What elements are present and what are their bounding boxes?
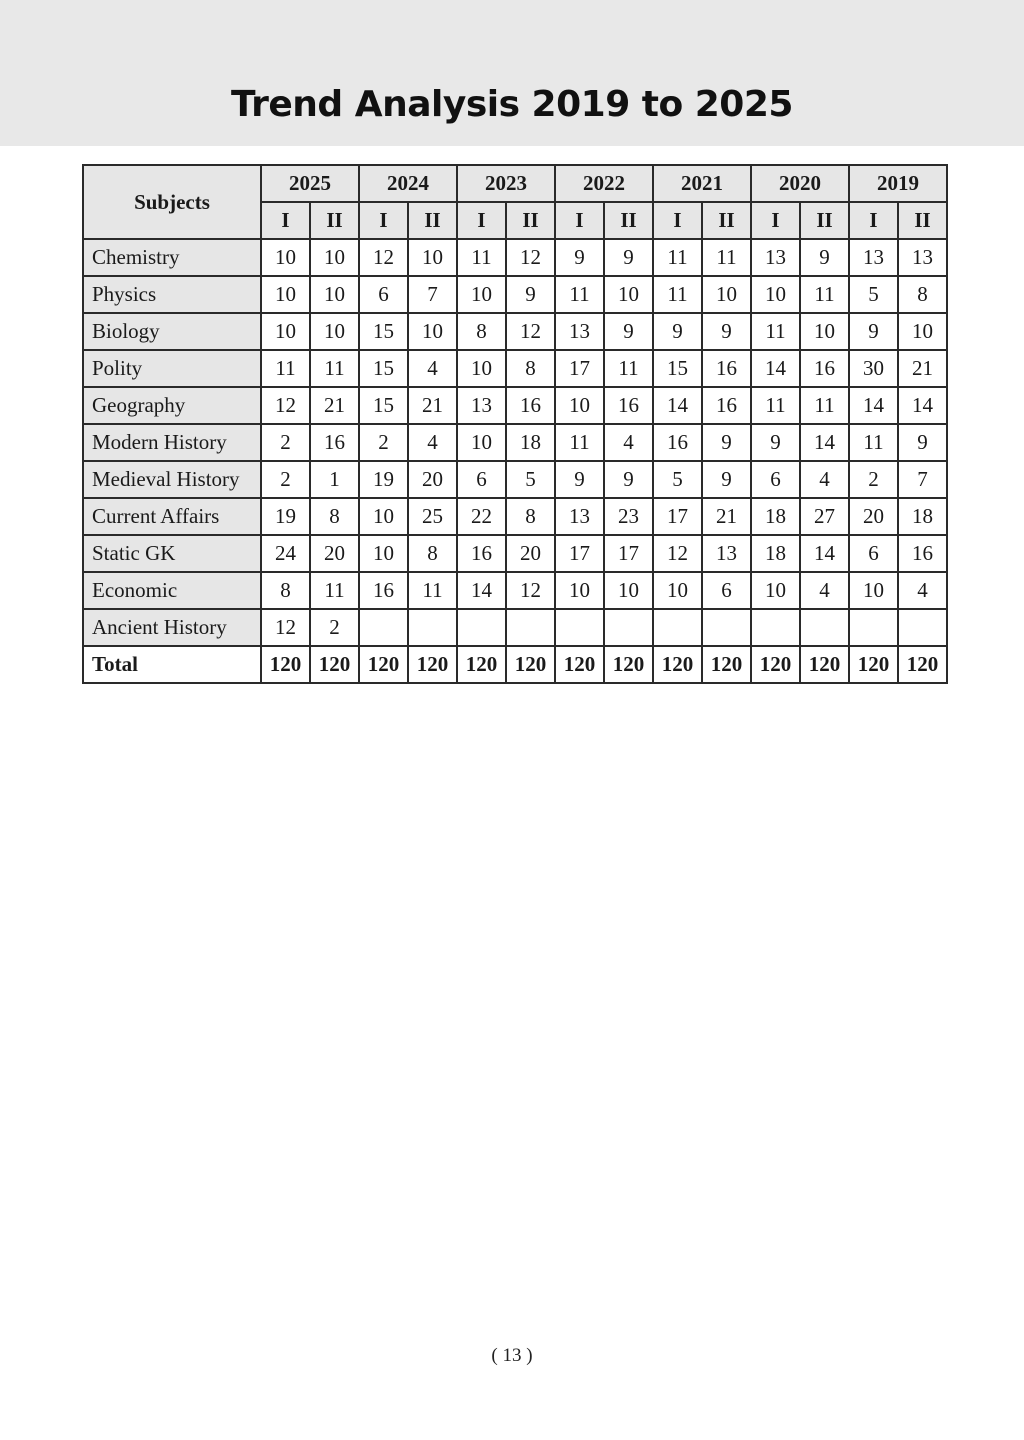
value-cell: 10 bbox=[261, 239, 310, 276]
value-cell: 11 bbox=[653, 276, 702, 313]
value-cell: 13 bbox=[702, 535, 751, 572]
value-cell: 20 bbox=[310, 535, 359, 572]
total-cell: 120 bbox=[408, 646, 457, 683]
value-cell: 27 bbox=[800, 498, 849, 535]
value-cell: 11 bbox=[800, 387, 849, 424]
value-cell bbox=[800, 609, 849, 646]
value-cell: 9 bbox=[604, 239, 653, 276]
subject-cell: Polity bbox=[83, 350, 261, 387]
value-cell: 18 bbox=[751, 498, 800, 535]
value-cell: 12 bbox=[261, 387, 310, 424]
subject-cell: Current Affairs bbox=[83, 498, 261, 535]
value-cell bbox=[702, 609, 751, 646]
value-cell: 2 bbox=[359, 424, 408, 461]
total-cell: 120 bbox=[800, 646, 849, 683]
value-cell: 11 bbox=[604, 350, 653, 387]
value-cell: 2 bbox=[849, 461, 898, 498]
total-cell: 120 bbox=[310, 646, 359, 683]
subject-cell: Biology bbox=[83, 313, 261, 350]
value-cell: 10 bbox=[751, 276, 800, 313]
value-cell: 10 bbox=[457, 424, 506, 461]
total-cell: 120 bbox=[555, 646, 604, 683]
value-cell: 11 bbox=[457, 239, 506, 276]
value-cell: 13 bbox=[457, 387, 506, 424]
value-cell: 16 bbox=[898, 535, 947, 572]
value-cell bbox=[359, 609, 408, 646]
paper-header: I bbox=[849, 202, 898, 239]
value-cell: 10 bbox=[457, 350, 506, 387]
value-cell: 2 bbox=[261, 424, 310, 461]
value-cell: 7 bbox=[408, 276, 457, 313]
value-cell: 9 bbox=[506, 276, 555, 313]
paper-header: II bbox=[506, 202, 555, 239]
value-cell: 14 bbox=[751, 350, 800, 387]
value-cell: 11 bbox=[751, 387, 800, 424]
value-cell: 9 bbox=[702, 461, 751, 498]
value-cell: 18 bbox=[506, 424, 555, 461]
subject-cell: Static GK bbox=[83, 535, 261, 572]
year-header: 2024 bbox=[359, 165, 457, 202]
paper-header: II bbox=[898, 202, 947, 239]
table-row bbox=[83, 276, 947, 313]
value-cell bbox=[408, 609, 457, 646]
value-cell: 11 bbox=[653, 239, 702, 276]
value-cell: 11 bbox=[310, 572, 359, 609]
total-cell: 120 bbox=[261, 646, 310, 683]
value-cell: 2 bbox=[310, 609, 359, 646]
value-cell: 15 bbox=[359, 387, 408, 424]
value-cell: 9 bbox=[702, 424, 751, 461]
value-cell: 21 bbox=[408, 387, 457, 424]
value-cell bbox=[898, 609, 947, 646]
value-cell: 8 bbox=[506, 498, 555, 535]
value-cell: 16 bbox=[702, 350, 751, 387]
value-cell bbox=[506, 609, 555, 646]
value-cell: 9 bbox=[653, 313, 702, 350]
total-cell: 120 bbox=[359, 646, 408, 683]
value-cell: 11 bbox=[702, 239, 751, 276]
value-cell: 16 bbox=[702, 387, 751, 424]
value-cell: 18 bbox=[751, 535, 800, 572]
value-cell bbox=[457, 609, 506, 646]
value-cell: 13 bbox=[751, 239, 800, 276]
subject-cell: Chemistry bbox=[83, 239, 261, 276]
value-cell: 20 bbox=[408, 461, 457, 498]
value-cell: 10 bbox=[457, 276, 506, 313]
total-row bbox=[83, 646, 947, 683]
year-header: 2025 bbox=[261, 165, 359, 202]
value-cell: 11 bbox=[555, 424, 604, 461]
value-cell: 16 bbox=[310, 424, 359, 461]
value-cell: 4 bbox=[800, 572, 849, 609]
value-cell: 7 bbox=[898, 461, 947, 498]
value-cell: 10 bbox=[408, 239, 457, 276]
subject-cell: Economic bbox=[83, 572, 261, 609]
value-cell: 4 bbox=[408, 424, 457, 461]
value-cell: 13 bbox=[555, 313, 604, 350]
value-cell: 8 bbox=[261, 572, 310, 609]
value-cell: 6 bbox=[359, 276, 408, 313]
table-row bbox=[83, 239, 947, 276]
value-cell: 14 bbox=[800, 535, 849, 572]
value-cell: 21 bbox=[702, 498, 751, 535]
value-cell: 10 bbox=[555, 387, 604, 424]
table-row bbox=[83, 535, 947, 572]
total-cell: 120 bbox=[751, 646, 800, 683]
value-cell: 10 bbox=[849, 572, 898, 609]
paper-header: II bbox=[408, 202, 457, 239]
value-cell: 12 bbox=[261, 609, 310, 646]
value-cell: 10 bbox=[555, 572, 604, 609]
table-row bbox=[83, 387, 947, 424]
total-cell: 120 bbox=[506, 646, 555, 683]
subject-cell: Medieval History bbox=[83, 461, 261, 498]
value-cell: 14 bbox=[898, 387, 947, 424]
value-cell: 17 bbox=[555, 350, 604, 387]
paper-header: II bbox=[702, 202, 751, 239]
value-cell: 11 bbox=[555, 276, 604, 313]
value-cell: 20 bbox=[849, 498, 898, 535]
year-header: 2020 bbox=[751, 165, 849, 202]
value-cell: 11 bbox=[408, 572, 457, 609]
total-label: Total bbox=[83, 646, 261, 683]
value-cell: 9 bbox=[555, 239, 604, 276]
value-cell: 19 bbox=[359, 461, 408, 498]
value-cell: 21 bbox=[898, 350, 947, 387]
year-header-row bbox=[83, 165, 947, 202]
value-cell: 4 bbox=[408, 350, 457, 387]
value-cell: 10 bbox=[310, 276, 359, 313]
value-cell: 11 bbox=[751, 313, 800, 350]
value-cell: 10 bbox=[408, 313, 457, 350]
paper-header: I bbox=[555, 202, 604, 239]
value-cell: 10 bbox=[359, 498, 408, 535]
value-cell: 15 bbox=[359, 350, 408, 387]
value-cell: 10 bbox=[310, 239, 359, 276]
value-cell: 10 bbox=[261, 276, 310, 313]
value-cell: 16 bbox=[653, 424, 702, 461]
value-cell: 13 bbox=[898, 239, 947, 276]
trend-table bbox=[82, 164, 948, 684]
value-cell: 6 bbox=[849, 535, 898, 572]
value-cell bbox=[849, 609, 898, 646]
table-row bbox=[83, 424, 947, 461]
value-cell: 10 bbox=[898, 313, 947, 350]
total-cell: 120 bbox=[849, 646, 898, 683]
subject-cell: Geography bbox=[83, 387, 261, 424]
value-cell: 4 bbox=[800, 461, 849, 498]
year-header: 2022 bbox=[555, 165, 653, 202]
subject-cell: Ancient History bbox=[83, 609, 261, 646]
year-header: 2019 bbox=[849, 165, 947, 202]
subject-cell: Modern History bbox=[83, 424, 261, 461]
table-row bbox=[83, 609, 947, 646]
value-cell: 10 bbox=[604, 572, 653, 609]
value-cell: 8 bbox=[408, 535, 457, 572]
table-body bbox=[83, 239, 947, 683]
value-cell: 10 bbox=[702, 276, 751, 313]
table-header bbox=[83, 165, 947, 239]
value-cell: 9 bbox=[849, 313, 898, 350]
value-cell: 1 bbox=[310, 461, 359, 498]
value-cell: 9 bbox=[751, 424, 800, 461]
value-cell: 4 bbox=[604, 424, 653, 461]
value-cell: 20 bbox=[506, 535, 555, 572]
value-cell: 24 bbox=[261, 535, 310, 572]
value-cell: 10 bbox=[751, 572, 800, 609]
value-cell: 10 bbox=[261, 313, 310, 350]
value-cell: 13 bbox=[555, 498, 604, 535]
value-cell: 22 bbox=[457, 498, 506, 535]
table-row bbox=[83, 461, 947, 498]
table-row bbox=[83, 572, 947, 609]
value-cell: 9 bbox=[604, 461, 653, 498]
value-cell: 17 bbox=[555, 535, 604, 572]
value-cell: 4 bbox=[898, 572, 947, 609]
value-cell: 12 bbox=[653, 535, 702, 572]
value-cell: 17 bbox=[653, 498, 702, 535]
paper-header: I bbox=[457, 202, 506, 239]
value-cell: 5 bbox=[653, 461, 702, 498]
value-cell: 6 bbox=[702, 572, 751, 609]
value-cell: 8 bbox=[457, 313, 506, 350]
value-cell: 12 bbox=[359, 239, 408, 276]
total-cell: 120 bbox=[653, 646, 702, 683]
value-cell: 10 bbox=[800, 313, 849, 350]
table-row bbox=[83, 350, 947, 387]
value-cell bbox=[604, 609, 653, 646]
page-title: Trend Analysis 2019 to 2025 bbox=[231, 84, 793, 125]
paper-header: I bbox=[359, 202, 408, 239]
value-cell: 10 bbox=[359, 535, 408, 572]
value-cell: 14 bbox=[849, 387, 898, 424]
value-cell: 15 bbox=[653, 350, 702, 387]
value-cell: 10 bbox=[310, 313, 359, 350]
total-cell: 120 bbox=[898, 646, 947, 683]
value-cell: 12 bbox=[506, 239, 555, 276]
value-cell: 8 bbox=[506, 350, 555, 387]
paper-header: I bbox=[261, 202, 310, 239]
value-cell: 13 bbox=[849, 239, 898, 276]
value-cell: 16 bbox=[457, 535, 506, 572]
value-cell: 14 bbox=[653, 387, 702, 424]
total-cell: 120 bbox=[604, 646, 653, 683]
paper-header: I bbox=[653, 202, 702, 239]
paper-header: II bbox=[604, 202, 653, 239]
subjects-header: Subjects bbox=[83, 165, 261, 239]
value-cell: 14 bbox=[457, 572, 506, 609]
value-cell: 5 bbox=[506, 461, 555, 498]
value-cell: 16 bbox=[506, 387, 555, 424]
total-cell: 120 bbox=[457, 646, 506, 683]
value-cell: 18 bbox=[898, 498, 947, 535]
value-cell: 9 bbox=[702, 313, 751, 350]
value-cell: 14 bbox=[800, 424, 849, 461]
value-cell: 16 bbox=[604, 387, 653, 424]
value-cell: 12 bbox=[506, 572, 555, 609]
value-cell: 21 bbox=[310, 387, 359, 424]
value-cell: 16 bbox=[359, 572, 408, 609]
value-cell: 9 bbox=[800, 239, 849, 276]
value-cell: 9 bbox=[898, 424, 947, 461]
value-cell: 11 bbox=[261, 350, 310, 387]
year-header: 2023 bbox=[457, 165, 555, 202]
value-cell: 9 bbox=[555, 461, 604, 498]
value-cell: 11 bbox=[800, 276, 849, 313]
value-cell: 23 bbox=[604, 498, 653, 535]
value-cell: 9 bbox=[604, 313, 653, 350]
value-cell: 16 bbox=[800, 350, 849, 387]
paper-header: II bbox=[310, 202, 359, 239]
paper-header: II bbox=[800, 202, 849, 239]
value-cell: 6 bbox=[457, 461, 506, 498]
value-cell: 11 bbox=[849, 424, 898, 461]
value-cell: 17 bbox=[604, 535, 653, 572]
value-cell: 10 bbox=[604, 276, 653, 313]
value-cell bbox=[653, 609, 702, 646]
paper-header: I bbox=[751, 202, 800, 239]
page-number: ( 13 ) bbox=[491, 1345, 533, 1366]
value-cell: 8 bbox=[310, 498, 359, 535]
value-cell: 30 bbox=[849, 350, 898, 387]
value-cell: 15 bbox=[359, 313, 408, 350]
value-cell: 12 bbox=[506, 313, 555, 350]
value-cell: 6 bbox=[751, 461, 800, 498]
value-cell: 10 bbox=[653, 572, 702, 609]
value-cell: 5 bbox=[849, 276, 898, 313]
subject-cell: Physics bbox=[83, 276, 261, 313]
table-row bbox=[83, 498, 947, 535]
value-cell: 2 bbox=[261, 461, 310, 498]
total-cell: 120 bbox=[702, 646, 751, 683]
table-row bbox=[83, 313, 947, 350]
value-cell: 25 bbox=[408, 498, 457, 535]
value-cell: 8 bbox=[898, 276, 947, 313]
value-cell bbox=[751, 609, 800, 646]
year-header: 2021 bbox=[653, 165, 751, 202]
value-cell: 11 bbox=[310, 350, 359, 387]
value-cell: 19 bbox=[261, 498, 310, 535]
value-cell bbox=[555, 609, 604, 646]
